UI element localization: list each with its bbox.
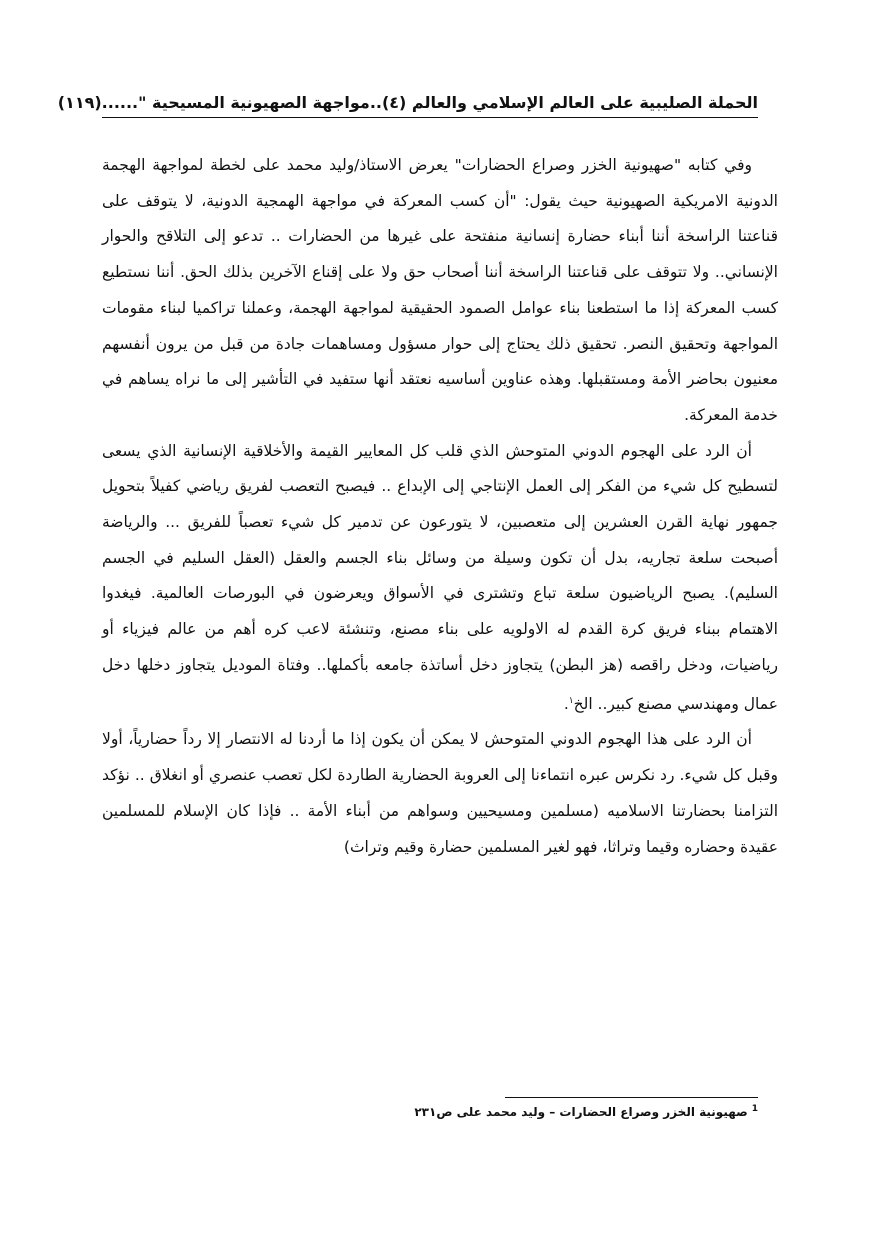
footnote-number: 1 [751,1104,758,1114]
paragraph-2 [102,434,778,723]
running-header [57,88,758,116]
header-rule [102,117,758,118]
paragraph-2-text: أن الرد على الهجوم الدوني المتوحش الذي قلب كل المعايير القيمة والأخلاقية الإنسانية الذي يسعى لتسطيح كل شيء من الفكر إلى العمل الإنتاجي إلى الإبداع .. فيصبح التعصب لفريق رياضي كفيلاً بتحويل جمهور نهاية القرن العشرين إلى متعصبين، لا يتورعون عن تدمير كل شيء تعصباً للفريق ... والرياضة أصبحت سلعة تجاريه، بدل أن تكون وسيلة من وسائل بناء الجسم والعقل (العقل السليم في الجسم السليم). يصبح الرياضيون سلعة تباع وتشترى في الأسواق ويعرضون في البورصات العالمية. فيغدوا الاهتمام ببناء فريق كرة القدم له الاولويه على بناء مصنع، وتنشئة لاعب كره أهم من عالم فيزياء أو رياضيات، ودخل راقصه (هز البطن) يتجاوز دخل أساتذة جامعه بأكملها.. وفتاة الموديل يتجاوز دخلها دخل عمال ومهندسي مصنع كبير.. الخ [102,441,778,713]
footnote [414,1104,758,1119]
paragraph-1: وفي كتابه "صهيونية الخزر وصراع الحضارات" يعرض الاستاذ/وليد محمد على لخطة لمواجهة الهجمة الدونية الامريكية الصهيونية حيث يقول: "أن كسب المعركة في مواجهة الهمجية الدونية، لا يتوقف على قناعتنا الراسخة أننا أبناء حضارة إنسانية منفتحة على غيرها من الحضارات .. تدعو إلى التلاقح والحوار الإنساني.. ولا تتوقف على قناعتنا الراسخة أننا أصحاب حق ولا على إقناع الآخرين بذلك الحق. أننا نستطيع كسب المعركة إذا ما استطعنا بناء عوامل الصمود الحقيقية لمواجهة الهجمة، وعملنا تراكميا لبناء مقومات المواجهة وتحقيق النصر. تحقيق ذلك يحتاج إلى حوار مسؤول ومساهمات جادة من قبل من يرون أنفسهم معنيون بحاضر الأمة ومستقبلها. وهذه عناوين أساسيه نعتقد أنها ستفيد في التأشير إلى ما نراه يساهم في خدمة المعركة. [102,156,778,424]
header-title: الحملة الصليبية على العالم الإسلامي والعالم (٤)..مواجهة الصهيونية المسيحية "...... [101,92,758,112]
footnote-text: صهيونية الخزر وصراع الحضارات – وليد محمد على ص٢٣١ [414,1105,748,1119]
paragraph-2-end: . [563,694,569,713]
footnote-rule [505,1097,758,1098]
page-number: (١١٩) [57,92,102,112]
body-text [102,148,778,865]
footnote-reference[interactable]: ١ [568,695,574,706]
paragraph-3: أن الرد على هذا الهجوم الدوني المتوحش لا يمكن أن يكون إذا ما أردنا له الانتصار إلا رداً حضارياً، أولا وقبل كل شيء. رد نكرس عبره انتماءنا إلى العروبة الحضارية الطاردة لكل تعصب عنصري أو انغلاق .. نؤكد التزامنا بحضارتنا الاسلاميه (مسلمين ومسيحيين وسواهم من أبناء الأمة .. فإذا كان الإسلام للمسلمين عقيدة وحضاره وقيما وتراثا، فهو لغير المسلمين حضارة وقيم وتراث) [102,730,778,856]
